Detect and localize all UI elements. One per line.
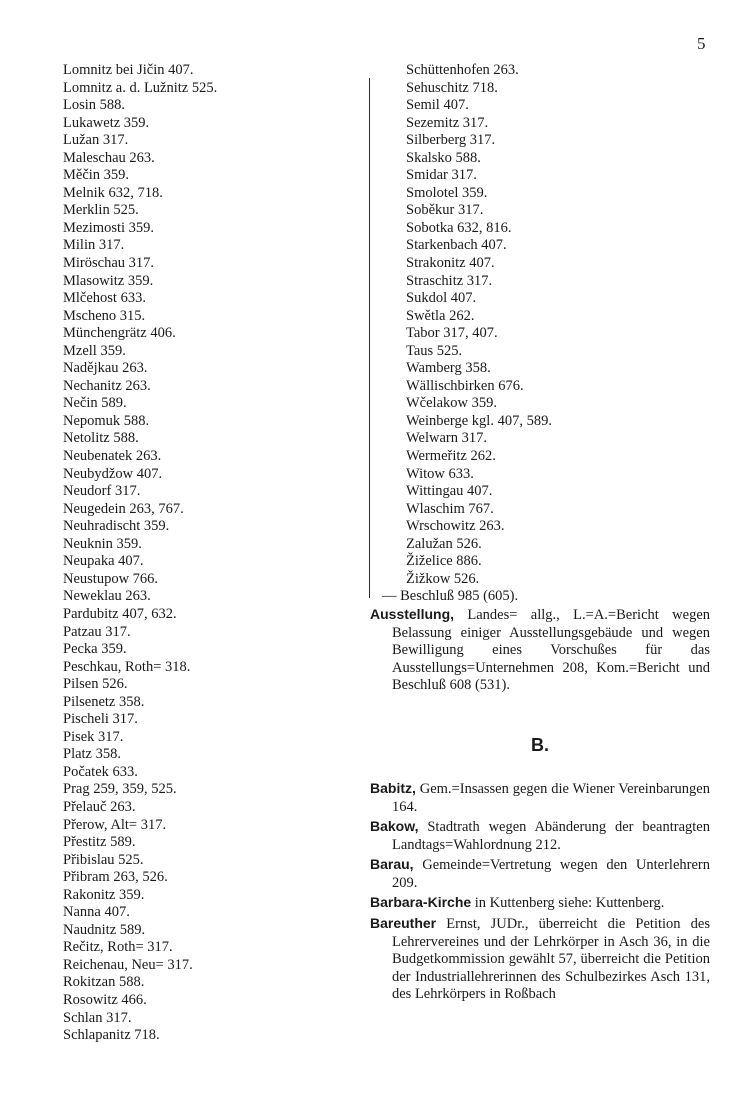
index-entry: Wrschowitz 263. bbox=[406, 518, 505, 535]
index-entry: Neugedein 263, 767. bbox=[63, 500, 184, 517]
entry-text: Landes= allg., L.=A.=Bericht wegen Belassung einiger Ausstellungsgebäude und wegen Bewilligung eines Vorschußes für das Ausstellungs=Unternehmen 208, Kom.=Bericht und Beschluß 608 (531). bbox=[392, 606, 711, 694]
dash-entry: — Beschluß 985 (605). bbox=[382, 588, 519, 605]
index-entry: Žižkow 526. bbox=[406, 570, 480, 587]
index-entry: Rakonitz 359. bbox=[63, 886, 145, 903]
entry-head: Bareuther bbox=[370, 915, 437, 932]
index-entry: Schlan 317. bbox=[63, 1009, 132, 1026]
index-entry: Platz 358. bbox=[63, 746, 121, 763]
index-entry: Neustupow 766. bbox=[63, 570, 159, 587]
index-entry: Tabor 317, 407. bbox=[406, 325, 498, 342]
index-entry: Lukawetz 359. bbox=[63, 114, 150, 131]
entry-ausstellung bbox=[370, 606, 710, 695]
index-entry: Schlapanitz 718. bbox=[63, 1027, 160, 1044]
right-column bbox=[370, 62, 710, 1006]
index-entry: Neuknin 359. bbox=[63, 535, 142, 552]
entry-head: Barbara-Kirche bbox=[370, 894, 472, 911]
index-entry: Pecka 359. bbox=[63, 641, 127, 658]
index-entry: Rokitzan 588. bbox=[63, 974, 145, 991]
index-entry: Mezimosti 359. bbox=[63, 219, 155, 236]
index-entry: Měčin 359. bbox=[63, 167, 130, 184]
index-entry: Melnik 632, 718. bbox=[63, 184, 163, 201]
entry-head: Bakow, bbox=[370, 818, 419, 835]
page-number: 5 bbox=[697, 34, 706, 53]
index-entry: Taus 525. bbox=[406, 342, 463, 359]
index-entry: Weinberge kgl. 407, 589. bbox=[406, 412, 552, 429]
place-list bbox=[370, 62, 710, 588]
index-entry: Nanna 407. bbox=[63, 904, 130, 921]
index-entry: Witow 633. bbox=[406, 465, 474, 482]
index-entry: Počatek 633. bbox=[63, 763, 138, 780]
index-entry: Nepomuk 588. bbox=[63, 412, 150, 429]
index-entry: Münchengrätz 406. bbox=[63, 325, 176, 342]
index-entry: Nadějkau 263. bbox=[63, 360, 148, 377]
index-entry: Mlasowitz 359. bbox=[63, 272, 154, 289]
index-entry: Rečitz, Roth= 317. bbox=[63, 939, 173, 956]
index-entry-b bbox=[370, 856, 710, 892]
section-letter: B. bbox=[531, 734, 549, 755]
index-entry: Lomnitz a. d. Lužnitz 525. bbox=[63, 79, 218, 96]
b-entries bbox=[370, 780, 710, 1004]
index-entry: Merklin 525. bbox=[63, 202, 139, 219]
index-entry: Wlaschim 767. bbox=[406, 500, 494, 517]
index-entry: Skalsko 588. bbox=[406, 149, 481, 166]
entry-text: in Kuttenberg siehe: Kuttenberg. bbox=[474, 895, 665, 912]
index-entry: Wamberg 358. bbox=[406, 360, 491, 377]
entry-text: Gemeinde=Vertretung wegen den Unterlehrern 209. bbox=[392, 857, 710, 891]
index-entry: Swětla 262. bbox=[406, 307, 475, 324]
index-entry: Lomnitz bei Jičin 407. bbox=[63, 62, 194, 78]
index-entry: Zalužan 526. bbox=[406, 535, 482, 552]
entry-head: Babitz, bbox=[370, 779, 416, 796]
index-entry: Neweklau 263. bbox=[63, 588, 151, 605]
index-entry: Wittingau 407. bbox=[406, 483, 493, 500]
index-entry: Přerow, Alt= 317. bbox=[63, 816, 167, 833]
index-entry: Přibislau 525. bbox=[63, 851, 144, 868]
index-entry: Welwarn 317. bbox=[406, 430, 487, 447]
index-entry: Žiželice 886. bbox=[406, 553, 482, 570]
index-entry: Miröschau 317. bbox=[63, 255, 155, 272]
index-entry: Soběkur 317. bbox=[406, 202, 484, 219]
index-entry: Neubenatek 263. bbox=[63, 448, 162, 465]
index-entry: Mzell 359. bbox=[63, 342, 126, 359]
index-entry: Straschitz 317. bbox=[406, 272, 493, 289]
index-entry: Neupaka 407. bbox=[63, 553, 144, 570]
index-entry: Reichenau, Neu= 317. bbox=[63, 956, 193, 973]
index-entry: Wermeřitz 262. bbox=[406, 448, 496, 465]
index-entry: Milin 317. bbox=[63, 237, 125, 254]
entry-head: Ausstellung, bbox=[370, 605, 455, 622]
index-entry: Patzau 317. bbox=[63, 623, 131, 640]
index-entry: Starkenbach 407. bbox=[406, 237, 507, 254]
index-entry: Mlčehost 633. bbox=[63, 290, 146, 307]
index-entry: Sukdol 407. bbox=[406, 290, 477, 307]
index-entry-b bbox=[370, 818, 710, 854]
index-entry: Smolotel 359. bbox=[406, 184, 488, 201]
index-entry: Naudnitz 589. bbox=[63, 921, 146, 938]
left-column bbox=[63, 62, 363, 1045]
index-entry-b bbox=[370, 894, 710, 913]
index-entry: Peschkau, Roth= 318. bbox=[63, 658, 191, 675]
index-entry: Lužan 317. bbox=[63, 132, 129, 149]
index-entry: Semil 407. bbox=[406, 97, 469, 114]
index-entry: Neuhradischt 359. bbox=[63, 518, 170, 535]
index-entry: Mscheno 315. bbox=[63, 307, 146, 324]
index-entry: Pisek 317. bbox=[63, 728, 124, 745]
index-entry: Neudorf 317. bbox=[63, 483, 141, 500]
index-entry: Prag 259, 359, 525. bbox=[63, 781, 177, 798]
index-entry: Pilsenetz 358. bbox=[63, 693, 145, 710]
index-entry: Schüttenhofen 263. bbox=[406, 62, 519, 78]
index-entry: Pischeli 317. bbox=[63, 711, 138, 728]
index-entry: Sezemitz 317. bbox=[406, 114, 489, 131]
index-entry: Losin 588. bbox=[63, 97, 126, 114]
index-entry: Wällischbirken 676. bbox=[406, 377, 524, 394]
index-entry: Sobotka 632, 816. bbox=[406, 219, 512, 236]
index-entry: Maleschau 263. bbox=[63, 149, 155, 166]
index-entry: Silberberg 317. bbox=[406, 132, 496, 149]
index-entry: Neubydžow 407. bbox=[63, 465, 163, 482]
index-entry: Přelauč 263. bbox=[63, 798, 136, 815]
index-entry: Wčelakow 359. bbox=[406, 395, 497, 412]
entry-text: Gem.=Insassen gegen die Wiener Vereinbarungen 164. bbox=[392, 780, 710, 815]
entry-text: Stadtrath wegen Abänderung der beantragten Landtags=Wahlordnung 212. bbox=[392, 819, 710, 853]
index-entry: Přestitz 589. bbox=[63, 834, 136, 851]
index-entry-b bbox=[370, 915, 710, 1004]
index-entry: Netolitz 588. bbox=[63, 430, 139, 447]
index-entry: Pilsen 526. bbox=[63, 676, 128, 693]
entry-head: Barau, bbox=[370, 856, 414, 873]
index-entry: Nechanitz 263. bbox=[63, 377, 151, 394]
index-entry-b bbox=[370, 780, 710, 816]
index-entry: Strakonitz 407. bbox=[406, 255, 495, 272]
index-entry: Sehuschitz 718. bbox=[406, 79, 498, 96]
index-entry: Smidar 317. bbox=[406, 167, 477, 184]
entry-text: Ernst, JUDr., überreicht die Petition des Lehrervereines und der Lehrkörper in Asch 36, in die Budgetkommission gewählt 57, überreicht die Petition der Industriallehrerinnen des Schulbezirkes Asch 131, des Lehrkörpers in Roßbach bbox=[392, 916, 710, 1003]
index-entry: Přibram 263, 526. bbox=[63, 869, 168, 886]
index-entry: Nečin 589. bbox=[63, 395, 127, 412]
index-entry: Rosowitz 466. bbox=[63, 991, 147, 1008]
index-entry: Pardubitz 407, 632. bbox=[63, 605, 177, 622]
